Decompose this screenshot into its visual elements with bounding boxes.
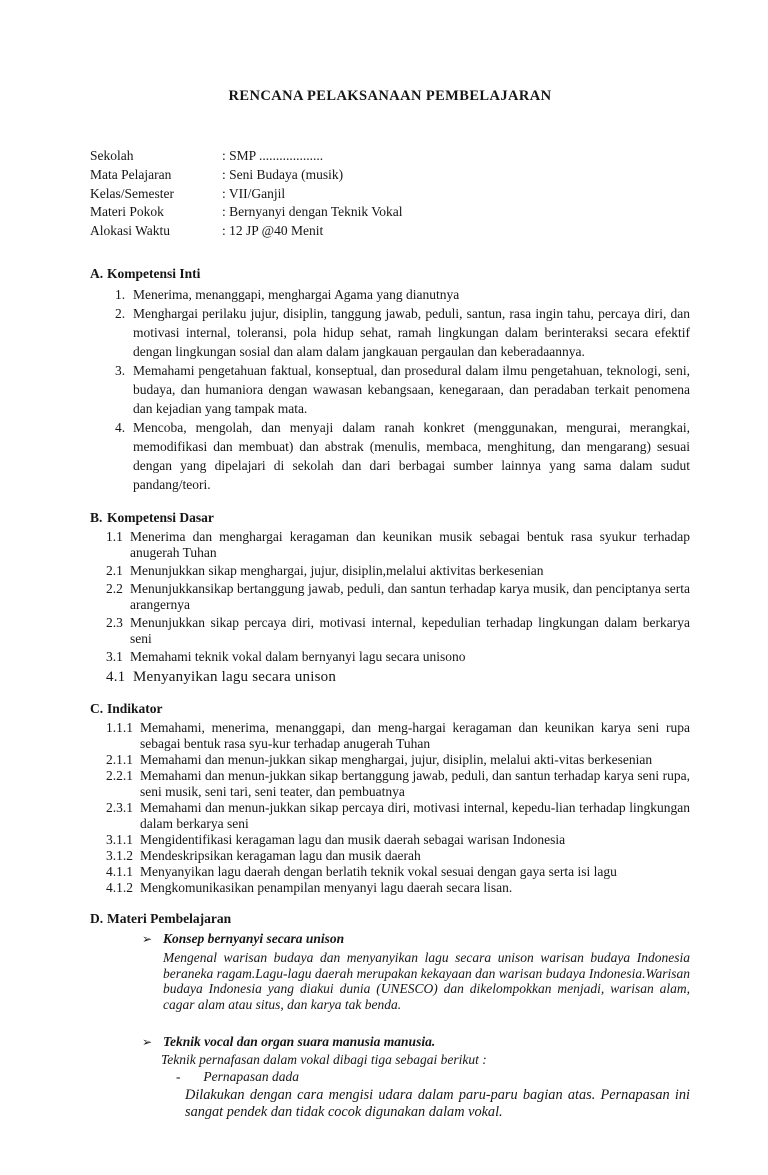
section-letter: D. bbox=[90, 910, 104, 926]
sub-bullet-title: Pernapasan dada bbox=[203, 1069, 299, 1085]
bullet-konsep-bernyanyi bbox=[142, 931, 690, 1012]
item-number: 2.2.1 bbox=[106, 767, 133, 783]
item-text: Menunjukkan sikap percaya diri, motivasi internal, kepedulian terhadap lingkungan dalam berkarya seni bbox=[130, 614, 690, 646]
section-letter: A. bbox=[90, 265, 104, 281]
list-item bbox=[106, 581, 690, 613]
list-item bbox=[106, 720, 690, 752]
info-row-alokasi-waktu bbox=[90, 222, 690, 241]
item-number: 4.1 bbox=[106, 668, 126, 685]
section-title: Kompetensi Dasar bbox=[107, 509, 214, 525]
info-label: Kelas/Semester bbox=[90, 185, 174, 201]
item-number: 2. bbox=[115, 305, 126, 321]
bullet-teknik-vocal bbox=[142, 1034, 690, 1121]
info-value: : Seni Budaya (musik) bbox=[222, 166, 344, 182]
list-item bbox=[106, 752, 690, 768]
sub-bullet-body: Dilakukan dengan cara mengisi udara dalam paru-paru bagian atas. Pernapasan ini sangat pendek dan tidak cocok digunakan dalam vokal. bbox=[185, 1087, 690, 1121]
item-text: Memahami dan menun-jukkan sikap menghargai, jujur, disiplin, melalui akti-vitas berkesenian bbox=[140, 751, 653, 767]
item-text: Mendeskripsikan keragaman lagu dan musik daerah bbox=[140, 847, 421, 863]
info-row-kelas-semester bbox=[90, 185, 690, 204]
section-materi-pembelajaran bbox=[90, 910, 690, 1121]
bullet-content bbox=[163, 1034, 690, 1121]
section-title: Materi Pembelajaran bbox=[107, 910, 232, 926]
item-text: Memahami dan menun-jukkan sikap bertanggung jawab, peduli, dan santun terhadap karya seni rupa, seni musik, seni tari, seni teater, dan pembuatnya bbox=[140, 767, 690, 799]
dash-bullet-icon: - bbox=[176, 1069, 181, 1085]
item-number: 3.1.2 bbox=[106, 847, 133, 863]
info-label: Sekolah bbox=[90, 148, 134, 163]
item-number: 2.1 bbox=[106, 562, 123, 578]
section-heading bbox=[90, 700, 690, 717]
info-row-mata-pelajaran bbox=[90, 166, 690, 185]
list-item bbox=[115, 361, 690, 418]
section-heading bbox=[90, 509, 690, 526]
section-title: Kompetensi Inti bbox=[107, 265, 201, 281]
bullet-content bbox=[163, 931, 690, 1012]
list-item bbox=[106, 832, 690, 848]
item-text: Menerima, menanggapi, menghargai Agama yang dianutnya bbox=[133, 286, 460, 302]
item-text: Mengidentifikasi keragaman lagu dan musik daerah sebagai warisan Indonesia bbox=[140, 831, 566, 847]
list-item bbox=[115, 418, 690, 494]
kompetensi-inti-list bbox=[90, 285, 690, 494]
indikator-list bbox=[90, 720, 690, 896]
section-kompetensi-dasar bbox=[90, 509, 690, 687]
info-value: : 12 JP @40 Menit bbox=[222, 223, 324, 239]
section-heading bbox=[90, 910, 690, 927]
item-text: Memahami pengetahuan faktual, konseptual, dan prosedural dalam ilmu pengetahuan, teknologi, seni, budaya, dan humaniora dengan wawasan kebangsaan, kenegaraan, dan peradaban terkait penomena dan kejadian yang tampak mata. bbox=[133, 362, 690, 416]
item-number: 3.1.1 bbox=[106, 831, 133, 847]
section-kompetensi-inti bbox=[90, 265, 690, 494]
list-item bbox=[106, 864, 690, 880]
list-item bbox=[115, 285, 690, 304]
item-text: Mengkomunikasikan penampilan menyanyi lagu daerah secara lisan. bbox=[140, 879, 513, 895]
sub-bullet-pernapasan-dada bbox=[163, 1069, 690, 1121]
info-row-sekolah bbox=[90, 147, 690, 166]
item-text: Menunjukkansikap bertanggung jawab, peduli, dan santun terhadap karya musik, dan penciptanya serta arangernya bbox=[130, 580, 690, 612]
item-number: 4. bbox=[115, 419, 126, 435]
list-item bbox=[106, 848, 690, 864]
info-block bbox=[90, 147, 690, 241]
item-number: 2.2 bbox=[106, 580, 123, 596]
list-item bbox=[106, 563, 690, 579]
list-item bbox=[106, 529, 690, 561]
item-number: 4.1.2 bbox=[106, 879, 133, 895]
item-number: 1.1 bbox=[106, 528, 123, 544]
section-indikator bbox=[90, 700, 690, 896]
page-title: RENCANA PELAKSANAAN PEMBELAJARAN bbox=[228, 88, 552, 104]
list-item bbox=[106, 768, 690, 800]
section-title: Indikator bbox=[107, 700, 163, 716]
item-text: Menunjukkan sikap menghargai, jujur, disiplin,melalui aktivitas berkesenian bbox=[130, 562, 544, 578]
item-text: Menghargai perilaku jujur, disiplin, tanggung jawab, peduli, santun, rasa ingin tahu, percaya diri, dan motivasi internal, toleransi, pola hidup sehat, ramah lingkungan dalam berinteraksi secara efektif dengan lingkungan sosial dan alam dalam jangkauan pergaulan dan keberadaannya. bbox=[133, 305, 690, 359]
sub-bullet-heading bbox=[176, 1069, 690, 1085]
info-value: : Bernyanyi dengan Teknik Vokal bbox=[222, 204, 403, 220]
item-number: 2.3.1 bbox=[106, 799, 133, 815]
section-letter: B. bbox=[90, 509, 103, 525]
list-item bbox=[106, 649, 690, 665]
item-text: Mencoba, mengolah, dan menyaji dalam ranah konkret (menggunakan, mengurai, merangkai, memodifikasi dan membuat) dan abstrak (menulis, membaca, menghitung, dan mengarang) sesuai dengan yang dipelajari di sekolah dan dari berbagai sumber lainnya yang sama dalam sudut pandang/teori. bbox=[133, 419, 690, 492]
kompetensi-dasar-list bbox=[90, 529, 690, 687]
info-row-materi-pokok bbox=[90, 203, 690, 222]
item-number: 1. bbox=[115, 286, 126, 302]
list-item bbox=[106, 880, 690, 896]
item-text: Menerima dan menghargai keragaman dan keunikan musik sebagai bentuk rasa syukur terhadap anugerah Tuhan bbox=[130, 528, 690, 560]
materi-bullets bbox=[142, 931, 690, 1121]
info-label: Materi Pokok bbox=[90, 204, 164, 220]
list-item bbox=[106, 667, 690, 687]
arrowhead-bullet-icon: ➢ bbox=[142, 1035, 153, 1050]
info-label: Mata Pelajaran bbox=[90, 166, 172, 182]
bullet-title: Konsep bernyanyi secara unison bbox=[163, 930, 345, 946]
list-item bbox=[106, 615, 690, 647]
item-text: Menyanyikan lagu daerah dengan berlatih teknik vokal sesuai dengan gaya serta isi lagu bbox=[140, 863, 617, 879]
item-number: 3.1 bbox=[106, 648, 123, 664]
item-number: 2.1.1 bbox=[106, 751, 133, 767]
info-value: : SMP ................... bbox=[222, 148, 324, 163]
item-text: Menyanyikan lagu secara unison bbox=[133, 668, 337, 685]
item-text: Memahami dan menun-jukkan sikap percaya diri, motivasi internal, kepedu-lian terhadap lingkungan dalam berkarya seni bbox=[140, 799, 690, 831]
bullet-intro: Teknik pernafasan dalam vokal dibagi tiga sebagai berikut : bbox=[161, 1052, 487, 1068]
item-text: Memahami, menerima, menanggapi, dan meng-hargai keragaman dan keunikan karya seni rupa sebagai bentuk rasa syu-kur terhadap anugerah Tuhan bbox=[140, 719, 690, 751]
item-text: Memahami teknik vokal dalam bernyanyi lagu secara unisono bbox=[130, 648, 466, 664]
info-value: : VII/Ganjil bbox=[222, 185, 286, 201]
section-letter: C. bbox=[90, 700, 104, 716]
info-label: Alokasi Waktu bbox=[90, 223, 171, 239]
item-number: 1.1.1 bbox=[106, 719, 133, 735]
item-number: 3. bbox=[115, 362, 126, 378]
bullet-body: Mengenal warisan budaya dan menyanyikan lagu secara unison warisan budaya Indonesia beraneka ragam.Lagu-lagu daerah merupakan kekayaan dan warisan budaya Indonesia.Warisan budaya Indonesia yang diakui dunia (UNESCO) dan dikelompokkan menjadi, warisan alam, cagar alam atau situs, dan karya tak benda. bbox=[163, 949, 690, 1012]
list-item bbox=[115, 304, 690, 361]
item-number: 4.1.1 bbox=[106, 863, 133, 879]
item-number: 2.3 bbox=[106, 614, 123, 630]
arrowhead-bullet-icon: ➢ bbox=[142, 931, 153, 946]
section-heading bbox=[90, 265, 690, 282]
list-item bbox=[106, 800, 690, 832]
bullet-title: Teknik vocal dan organ suara manusia manusia. bbox=[163, 1034, 436, 1050]
